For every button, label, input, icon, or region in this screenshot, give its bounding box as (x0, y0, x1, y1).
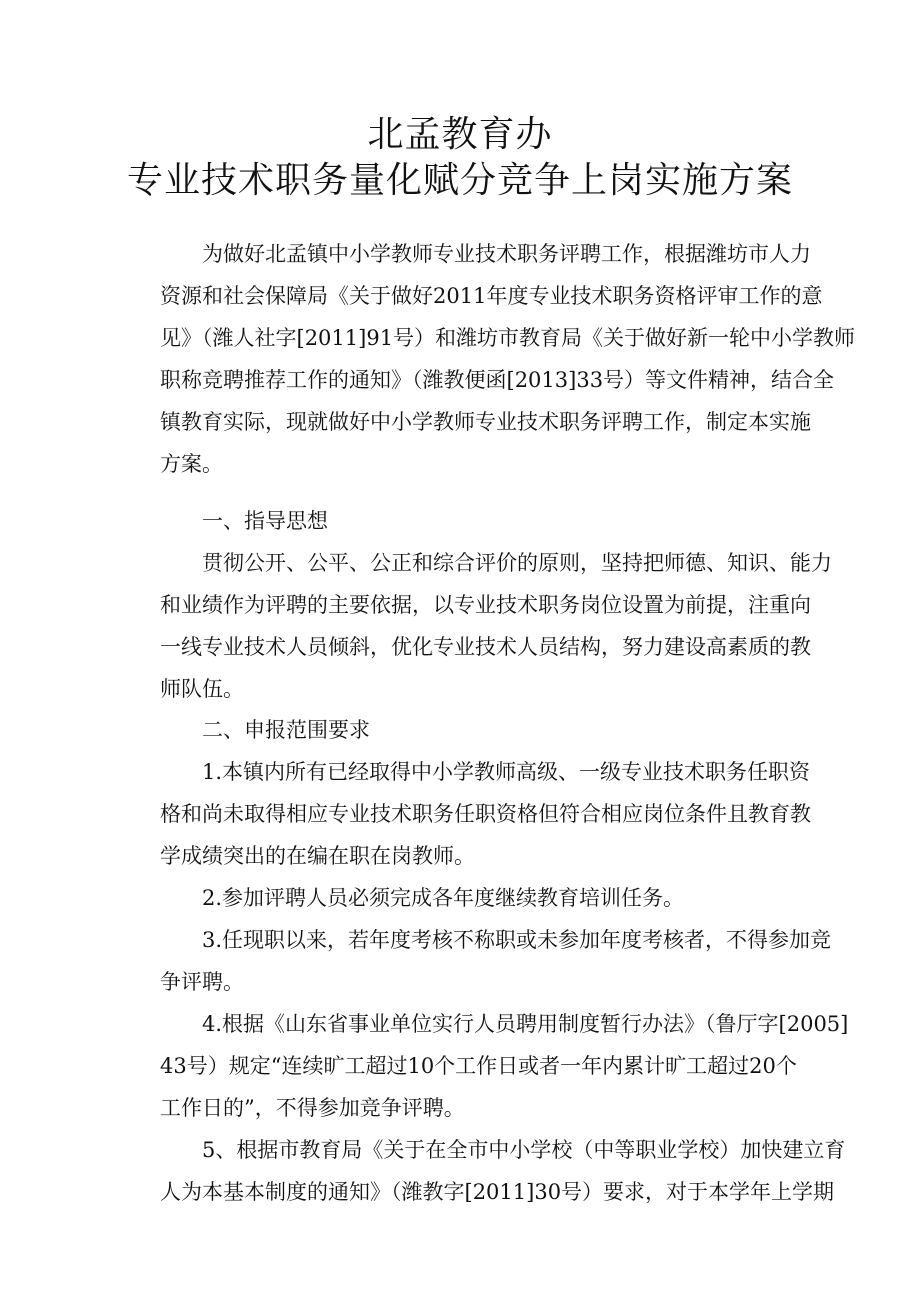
section-1-line-4: 师队伍。 (160, 677, 244, 701)
section-1-line-2: 和业绩作为评聘的主要依据，以专业技术职务岗位设置为前提，注重向 (160, 593, 811, 617)
item-3-line-1: 3.任现职以来，若年度考核不称职或未参加年度考核者，不得参加竞 (202, 928, 832, 952)
intro-line-3: 见》（潍人社字[2011]91号）和潍坊市教育局《关于做好新一轮中小学教师 (160, 326, 856, 350)
item-4-line-1: 4.根据《山东省事业单位实行人员聘用制度暂行办法》（鲁厅字[2005] (202, 1012, 849, 1036)
item-3-line-2: 争评聘。 (160, 970, 244, 994)
item-5-line-1: 5、根据市教育局《关于在全市中小学校（中等职业学校）加快建立育 (202, 1138, 846, 1162)
item-4-line-3: 工作日的”，不得参加竞争评聘。 (160, 1096, 465, 1120)
item-1-line-1: 1.本镇内所有已经取得中小学教师高级、一级专业技术职务任职资 (202, 760, 811, 784)
section-1-line-3: 一线专业技术人员倾斜，优化专业技术人员结构，努力建设高素质的教 (160, 635, 811, 659)
item-4-line-2: 43号）规定“连续旷工超过10个工作日或者一年内累计旷工超过20个 (160, 1054, 797, 1078)
intro-line-2: 资源和社会保障局《关于做好2011年度专业技术职务资格评审工作的意 (160, 284, 823, 308)
section-1-line-1: 贯彻公开、公平、公正和综合评价的原则，坚持把师德、知识、能力 (202, 551, 832, 575)
intro-line-4: 职称竞聘推荐工作的通知》（潍教便函[2013]33号）等文件精神，结合全 (160, 368, 835, 392)
item-1-line-3: 学成绩突出的在编在职在岗教师。 (160, 844, 475, 868)
item-1-line-2: 格和尚未取得相应专业技术职务任职资格但符合相应岗位条件且教育教 (160, 802, 811, 826)
document-title-line-2: 专业技术职务量化赋分竞争上岗实施方案 (126, 160, 793, 201)
item-2-line-1: 2.参加评聘人员必须完成各年度继续教育培训任务。 (202, 886, 685, 910)
section-1-heading: 一、指导思想 (202, 509, 328, 533)
section-2-heading: 二、申报范围要求 (202, 718, 370, 742)
intro-line-5: 镇教育实际，现就做好中小学教师专业技术职务评聘工作，制定本实施 (160, 410, 811, 434)
intro-line-1: 为做好北孟镇中小学教师专业技术职务评聘工作，根据潍坊市人力 (202, 242, 811, 266)
intro-line-6: 方案。 (160, 452, 223, 476)
document-title-line-1: 北孟教育办 (367, 114, 553, 155)
item-5-line-2: 人为本基本制度的通知》（潍教字[2011]30号）要求，对于本学年上学期 (160, 1180, 835, 1204)
